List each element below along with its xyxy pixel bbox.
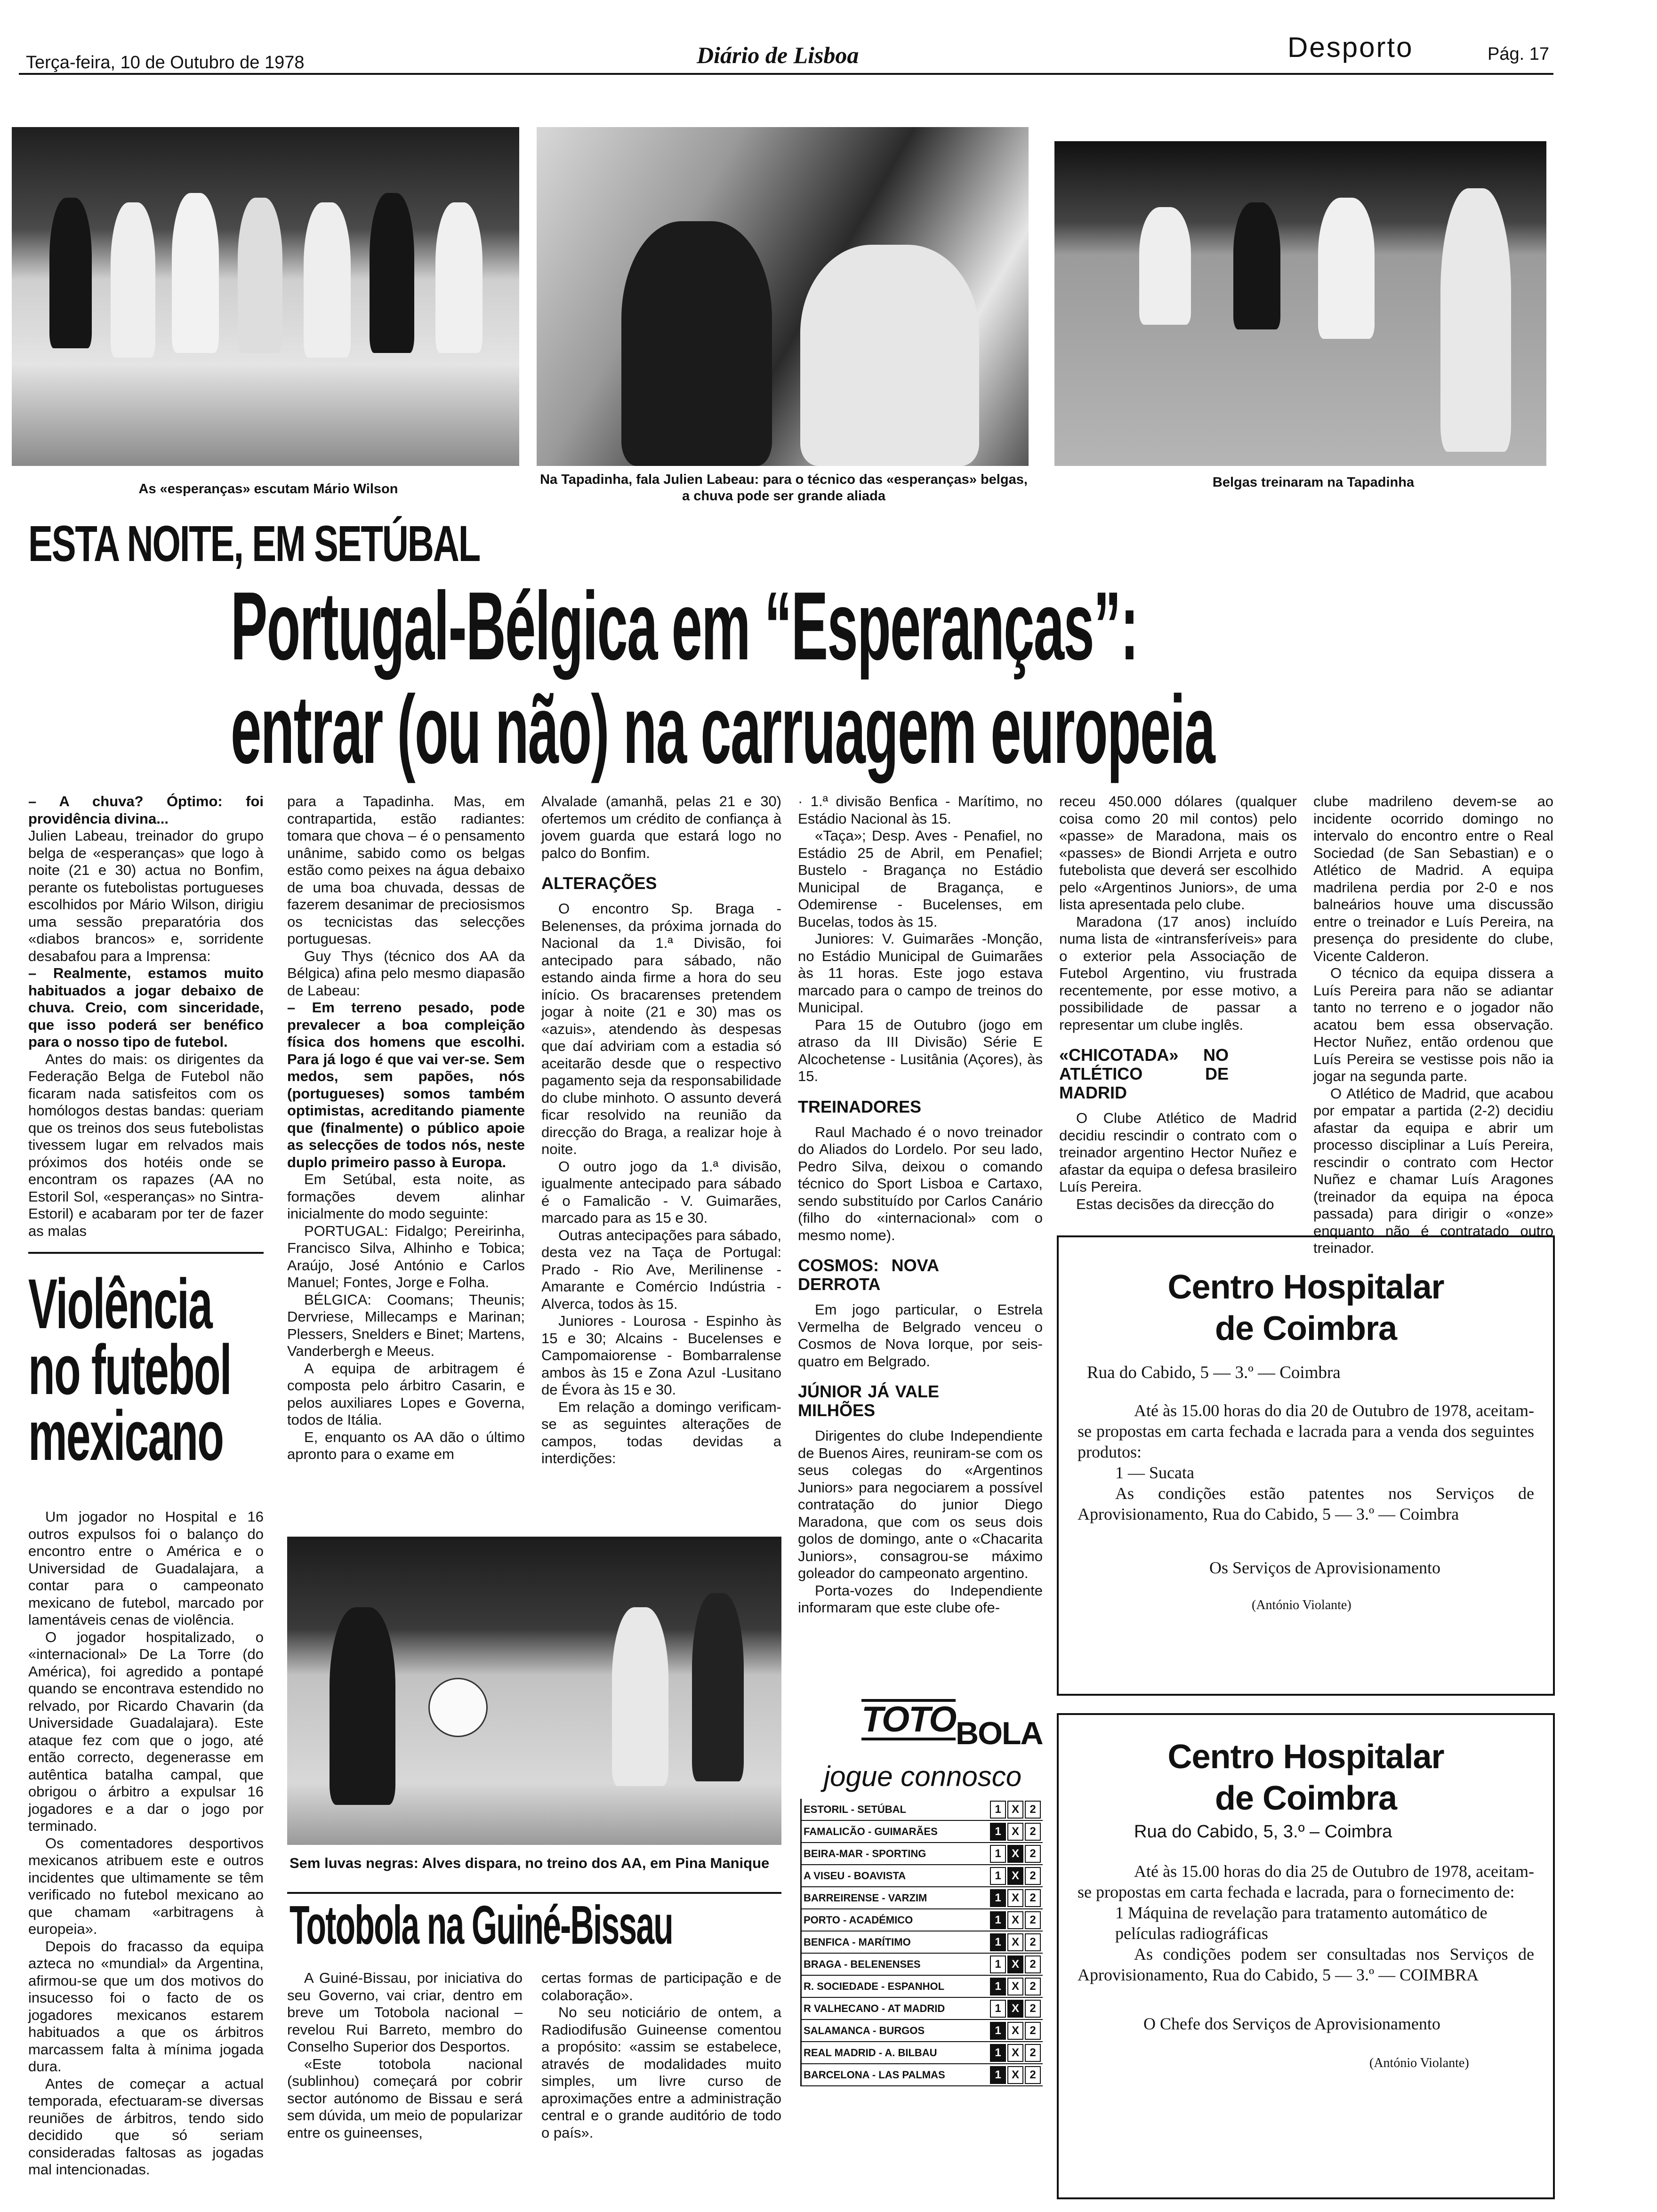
page-number: Pág. 17 bbox=[1488, 44, 1549, 64]
totobola-row bbox=[801, 1843, 1043, 1865]
paragraph: BÉLGICA: Coomans; Theunis; Dervriese, Millecamps e Marinan; Plessers, Snelders e Binet; Martens, Vanderbergh e Meeus. bbox=[287, 1291, 525, 1359]
headline-violencia-3: mexicano bbox=[28, 1396, 224, 1475]
totobola-mark-box: X bbox=[1007, 1867, 1023, 1885]
paragraph: clube madrileno devem-se ao incidente ocorrido domingo no intervalo do encontro entre o Real Sociedad (de San Sebastian) e o Atlético de Madrid. A equipa madrilena perdia por 2-0 e nos balneários houve uma discussão entre o treinador e Luís Pereira, na presença do presidente do clube, Vicente Calderon. bbox=[1313, 793, 1553, 964]
totobola-mark-box: 2 bbox=[1025, 1889, 1041, 1907]
paragraph: · 1.ª divisão Benfica - Marítimo, no Estádio Nacional às 15. bbox=[798, 793, 1043, 827]
totobola-mark-box: 2 bbox=[1025, 1978, 1041, 1996]
totobola-game: REAL MADRID - A. BILBAU bbox=[801, 2042, 987, 2064]
totobola-mark-box: 2 bbox=[1025, 2044, 1041, 2062]
divider bbox=[287, 1892, 781, 1894]
photo-julien-labeau bbox=[537, 127, 1029, 466]
ad2-p2: As condições podem ser consultadas nos Serviços de Aprovisionamento, Rua do Cabido, 5 — 3.º — COIMBRA bbox=[1078, 1945, 1534, 1984]
guine-col-b bbox=[541, 1970, 781, 2196]
totobola-row bbox=[801, 1799, 1043, 1820]
paragraph: Dirigentes do clube Independiente de Buenos Aires, reuniram-se com os seus colegas do «Argentinos Juniors» para negociarem a possível contratação do junior Diego Maradona, que com os seus dois golos de domingo, ante o «Chacarita Juniors», consagrou-se máximo goleador do campeonato argentino. bbox=[798, 1427, 1043, 1581]
paragraph: O encontro Sp. Braga - Belenenses, da próxima jornada do Nacional da 1.ª Divisão, foi antecipado para sábado, não estando ainda firme a hora do seu início. Os bracarenses pretendem jogar à noite (21 e 30) mas os «azuis», atendendo às despesas que daí adviriam com a estadia só aceitarão desde que o respectivo pagamento seja da responsabilidade do clube minhoto. O assunto deverá ficar resolvido na reunião da direcção do Braga, a realizar hoje à noite. bbox=[541, 900, 781, 1157]
totobola-game: BRAGA - BELENENSES bbox=[801, 1953, 987, 1975]
totobola-game: A VISEU - BOAVISTA bbox=[801, 1865, 987, 1887]
totobola-marks bbox=[987, 1997, 1043, 2020]
paragraph: Em jogo particular, o Estrela Vermelha de Belgrado venceu o Cosmos de Nova Iorque, por seis-quatro em Belgrado. bbox=[798, 1301, 1043, 1370]
paragraph: Para 15 de Outubro (jogo em atraso da III Divisão) Série E Alcochetense - Lusitânia (Açores), às 15. bbox=[798, 1016, 1043, 1084]
headline-guine: Totobola na Guiné-Bissau bbox=[290, 1894, 673, 1956]
totobola-mark-box: 1 bbox=[990, 1889, 1006, 1907]
paragraph: A equipa de arbitragem é composta pelo árbitro Casarin, e pelos auxiliares Lopes e Governa, todos de Itália. bbox=[287, 1360, 525, 1428]
ad1-item: 1 — Sucata bbox=[1115, 1463, 1194, 1482]
paragraph: para a Tapadinha. Mas, em contrapartida, estão radiantes: tomara que chova – é o pensamento unânime, sabido como os belgas estão como peixes na água debaixo de uma boa chuvada, dessas de fazerem desanimar de preciosismos os tecnicistas das selecções portuguesas. bbox=[287, 793, 525, 947]
totobola-row bbox=[801, 1953, 1043, 1975]
section-title: Desporto bbox=[1287, 32, 1414, 63]
paragraph: No seu noticiário de ontem, a Radiodifusão Guineense comentou a propósito: «assim se estabelece, através de modalidades muito simples, um livre curso de aproximações entre a administração central e o grande auditório de todo o país». bbox=[541, 2004, 781, 2141]
totobola-logo-bola: BOLA bbox=[956, 1715, 1043, 1751]
ad2-title-2: de Coimbra bbox=[1215, 1779, 1397, 1817]
totobola-mark-box: 2 bbox=[1025, 1911, 1041, 1929]
totobola-mark-box: 1 bbox=[990, 1933, 1006, 1951]
paragraph: O Clube Atlético de Madrid decidiu rescindir o contrato com o treinador argentino Hector Nuñez e afastar da equipa o defesa brasileiro Luís Pereira. bbox=[1059, 1110, 1297, 1195]
totobola-marks bbox=[987, 2042, 1043, 2064]
subhead-alteracoes: ALTERAÇÕES bbox=[541, 874, 657, 893]
photo-alves-treino bbox=[287, 1537, 781, 1845]
paragraph: Alvalade (amanhã, pelas 21 e 30) ofertemos um crédito de confiança à jovem guarda que estará logo no palco do Bonfim. bbox=[541, 793, 781, 861]
paragraph: Estas decisões da direcção do bbox=[1076, 1195, 1274, 1212]
subhead-cosmos: COSMOS: NOVA DERROTA bbox=[798, 1256, 939, 1294]
totobola-marks bbox=[987, 1820, 1043, 1843]
paragraph: Raul Machado é o novo treinador do Aliados do Lordelo. Por seu lado, Pedro Silva, deixou o comando técnico do Sport Lisboa e Cartaxo, sendo substituído por Carlos Canário (filho do «internacional» com o mesmo nome). bbox=[798, 1123, 1043, 1243]
totobola-mark-box: 2 bbox=[1025, 1801, 1041, 1819]
header-rule bbox=[19, 73, 1553, 75]
ad1-title-1: Centro Hospitalar bbox=[1167, 1268, 1444, 1306]
paragraph: «Este totobola nacional (sublinhou) começará por cobrir sector autónomo de Bissau e será sem dúvida, um meio de popularizar entre os guineenses, bbox=[287, 2055, 523, 2141]
paragraph: certas formas de participação e de colaboração». bbox=[541, 1970, 781, 2004]
totobola-marks bbox=[987, 1887, 1043, 1909]
headline-main-1: Portugal-Bélgica em “Esperanças”: bbox=[231, 572, 1138, 680]
ad2-item: 1 Máquina de revelação para tratamento automático de películas radiográficas bbox=[1115, 1903, 1488, 1943]
kicker: ESTA NOITE, EM SETÚBAL bbox=[28, 515, 480, 572]
totobola-game: R. SOCIEDADE - ESPANHOL bbox=[801, 1975, 987, 1997]
totobola-row bbox=[801, 1931, 1043, 1953]
totobola-table bbox=[800, 1799, 1043, 2086]
paragraph: Maradona (17 anos) incluído numa lista de «intransferíveis» para o exterior pela Associação de Futebol Argentino, viu frustrada recentemente, por esse motivo, a possibilidade de passar a representar um clube inglês. bbox=[1059, 913, 1297, 1033]
ad-centro-hospitalar-1 bbox=[1057, 1235, 1555, 1696]
ad2-p1: Até às 15.00 horas do dia 25 de Outubro de 1978, aceitam-se propostas em carta fechada e lacrada, para o fornecimento de: bbox=[1078, 1862, 1534, 1901]
subhead-treinadores: TREINADORES bbox=[798, 1097, 922, 1116]
article-col-5 bbox=[1059, 793, 1297, 1240]
ad2-sign: O Chefe dos Serviços de Aprovisionamento bbox=[1143, 2014, 1440, 2033]
ad-centro-hospitalar-2 bbox=[1057, 1713, 1555, 2199]
paragraph: Julien Labeau, treinador do grupo belga de «esperanças» que logo à noite (21 e 30) actua no Bonfim, perante os futebolistas portugueses escolhidos por Mário Wilson, dirigiu uma sessão preparatória dos «diabos brancos» e, sorridente desabafou para a Imprensa: bbox=[28, 827, 264, 964]
totobola-marks bbox=[987, 1953, 1043, 1975]
totobola-mark-box: 1 bbox=[990, 2066, 1006, 2084]
paragraph: Outras antecipações para sábado, desta vez na Taça de Portugal: Prado - Rio Ave, Merilinense - Amarante e Comércio Indústria - Alverca, todos às 15. bbox=[541, 1226, 781, 1312]
totobola-mark-box: 1 bbox=[990, 1956, 1006, 1973]
article-col-2 bbox=[287, 793, 525, 1462]
totobola-mark-box: X bbox=[1007, 1978, 1023, 1996]
violencia-body bbox=[28, 1508, 264, 2196]
totobola-marks bbox=[987, 1799, 1043, 1820]
totobola-mark-box: X bbox=[1007, 1823, 1023, 1841]
totobola-box bbox=[800, 1699, 1045, 2203]
paragraph: Em Setúbal, esta noite, as formações devem alinhar inicialmente do modo seguinte: bbox=[287, 1171, 525, 1222]
totobola-marks bbox=[987, 1931, 1043, 1953]
totobola-row bbox=[801, 2064, 1043, 2086]
divider bbox=[28, 1252, 264, 1254]
caption-photo-1: As «esperanças» escutam Mário Wilson bbox=[138, 481, 398, 497]
totobola-game: FAMALICÃO - GUIMARÃES bbox=[801, 1820, 987, 1843]
photo-esperancas-team bbox=[12, 127, 519, 466]
paragraph: – A chuva? Óptimo: foi providência divina... bbox=[28, 793, 264, 827]
ad2-title-1: Centro Hospitalar bbox=[1167, 1738, 1444, 1776]
ad2-signer: (António Violante) bbox=[1369, 2056, 1469, 2070]
paragraph: Antes do mais: os dirigentes da Federação Belga de Futebol não ficaram nada satisfeitos com os homólogos destas bandas: queriam que os treinos dos seus futebolistas tivessem lugar em relvados mais próximos dos hotéis onde se encontram os rapazes (AA no Estoril Sol, «esperanças» no Sintra-Estoril) e acabaram por ter de fazer as malas bbox=[28, 1050, 264, 1239]
paragraph: PORTUGAL: Fidalgo; Pereirinha, Francisco Silva, Alhinho e Tobica; Araújo, José António e Carlos Manuel; Fontes, Jorge e Folha. bbox=[287, 1222, 525, 1290]
paragraph: Juniores - Lourosa - Espinho às 15 e 30; Alcains - Bucelenses e Campomaiorense - Bombarralense ambos às 15 e Zona Azul -Lusitano de Évora às 15 e 30. bbox=[541, 1313, 781, 1398]
totobola-marks bbox=[987, 2064, 1043, 2086]
article-col-3 bbox=[541, 793, 781, 1467]
totobola-row bbox=[801, 1820, 1043, 1843]
paragraph: Antes de começar a actual temporada, efectuaram-se diversas reuniões de árbitros, tendo sido decidido que só seriam consideradas faltosas as jogadas mal intencionadas. bbox=[28, 2075, 264, 2178]
totobola-game: SALAMANCA - BURGOS bbox=[801, 2020, 987, 2042]
totobola-mark-box: X bbox=[1007, 1801, 1023, 1819]
totobola-mark-box: 2 bbox=[1025, 2000, 1041, 2018]
totobola-row bbox=[801, 1887, 1043, 1909]
paragraph: Juniores: V. Guimarães -Monção, no Estádio Municipal de Guimarães às 11 horas. Este jogo estava marcado para o campo de treinos do Municipal. bbox=[798, 930, 1043, 1016]
ad1-address: Rua do Cabido, 5 — 3.º — Coimbra bbox=[1087, 1363, 1341, 1382]
totobola-game: PORTO - ACADÉMICO bbox=[801, 1909, 987, 1931]
totobola-game: BARREIRENSE - VARZIM bbox=[801, 1887, 987, 1909]
totobola-row bbox=[801, 1865, 1043, 1887]
totobola-mark-box: X bbox=[1007, 1889, 1023, 1907]
totobola-mark-box: 1 bbox=[990, 1867, 1006, 1885]
totobola-mark-box: 1 bbox=[990, 2000, 1006, 2018]
totobola-mark-box: X bbox=[1007, 2044, 1023, 2062]
headline-violencia-1: Violência bbox=[28, 1264, 212, 1343]
caption-photo-2: Na Tapadinha, fala Julien Labeau: para o técnico das «esperanças» belgas, a chuva pode ser grande aliada bbox=[540, 472, 1028, 504]
ad1-p1: Até às 15.00 horas do dia 20 de Outubro de 1978, aceitam-se propostas em carta fechada e lacrada para a venda dos seguintes produtos: bbox=[1078, 1401, 1534, 1461]
ad1-signer: (António Violante) bbox=[1252, 1598, 1351, 1612]
totobola-mark-box: X bbox=[1007, 2066, 1023, 2084]
headline-violencia-2: no futebol bbox=[28, 1330, 231, 1409]
ad1-p2: As condições estão patentes nos Serviços de Aprovisionamento, Rua do Cabido, 5 — 3.º — Coimbra bbox=[1078, 1484, 1534, 1523]
totobola-mark-box: X bbox=[1007, 2000, 1023, 2018]
totobola-marks bbox=[987, 1843, 1043, 1865]
totobola-game: BEIRA-MAR - SPORTING bbox=[801, 1843, 987, 1865]
article-col-6 bbox=[1313, 793, 1553, 1256]
totobola-marks bbox=[987, 2020, 1043, 2042]
masthead: Diário de Lisboa bbox=[697, 42, 859, 68]
ad1-title-2: de Coimbra bbox=[1215, 1310, 1397, 1347]
totobola-marks bbox=[987, 1865, 1043, 1887]
totobola-marks bbox=[987, 1909, 1043, 1931]
header-date: Terça-feira, 10 de Outubro de 1978 bbox=[26, 53, 305, 72]
totobola-row bbox=[801, 1997, 1043, 2020]
totobola-mark-box: X bbox=[1007, 1956, 1023, 1973]
paragraph: Os comentadores desportivos mexicanos atribuem este e outros incidentes que ultimamente se têm verificado no futebol mexicano ao que chamam «arbitragens à europeia». bbox=[28, 1835, 264, 1937]
paragraph: – Realmente, estamos muito habituados a jogar debaixo de chuva. Creio, com sinceridade, que isso poderá ser benéfico para o nosso tipo de futebol. bbox=[28, 965, 264, 1050]
totobola-mark-box: 2 bbox=[1025, 1956, 1041, 1973]
totobola-mark-box: 1 bbox=[990, 1823, 1006, 1841]
totobola-mark-box: 2 bbox=[1025, 2022, 1041, 2040]
paragraph: Porta-vozes do Independiente informaram que este clube ofe- bbox=[798, 1582, 1043, 1616]
totobola-row bbox=[801, 2020, 1043, 2042]
totobola-game: R VALHECANO - AT MADRID bbox=[801, 1997, 987, 2020]
totobola-game: BENFICA - MARÍTIMO bbox=[801, 1931, 987, 1953]
totobola-mark-box: X bbox=[1007, 1933, 1023, 1951]
caption-photo-4: Sem luvas negras: Alves dispara, no treino dos AA, em Pina Manique bbox=[290, 1855, 770, 1871]
article-col-4 bbox=[798, 793, 1043, 1664]
totobola-mark-box: X bbox=[1007, 1845, 1023, 1863]
totobola-mark-box: 2 bbox=[1025, 1823, 1041, 1841]
ad2-address: Rua do Cabido, 5, 3.º – Coimbra bbox=[1134, 1822, 1392, 1842]
totobola-mark-box: 2 bbox=[1025, 1933, 1041, 1951]
totobola-marks bbox=[987, 1975, 1043, 1997]
paragraph: O jogador hospitalizado, o «internacional» De La Torre (do América), foi agredido a pontapé quando se encontrava estendido no relvado, por Ricardo Chavarin (da Universidade Guadalajara). Este ataque fez com que o jogo, até então correcto, degenerasse em autêntica batalha campal, que obrigou o árbitro a expulsar 16 jogadores e a dar o jogo por terminado. bbox=[28, 1628, 264, 1834]
totobola-mark-box: X bbox=[1007, 1911, 1023, 1929]
paragraph: Um jogador no Hospital e 16 outros expulsos foi o balanço do encontro entre o América e o Universidad de Guadalajara, a contar para o campeonato mexicano de futebol, marcado por lamentáveis cenas de violência. bbox=[28, 1508, 264, 1628]
totobola-game: BARCELONA - LAS PALMAS bbox=[801, 2064, 987, 2086]
totobola-game: ESTORIL - SETÚBAL bbox=[801, 1799, 987, 1820]
subhead-junior: JÚNIOR JÁ VALE MILHÕES bbox=[798, 1382, 939, 1420]
totobola-row bbox=[801, 1909, 1043, 1931]
photo-belgas-tapadinha bbox=[1054, 141, 1546, 466]
totobola-row bbox=[801, 1975, 1043, 1997]
totobola-mark-box: 1 bbox=[990, 2044, 1006, 2062]
totobola-slogan: jogue connosco bbox=[823, 1761, 1022, 1792]
totobola-mark-box: 2 bbox=[1025, 1845, 1041, 1863]
totobola-mark-box: 1 bbox=[990, 1801, 1006, 1819]
guine-col-a bbox=[287, 1970, 523, 2196]
subhead-chicotada: «CHICOTADA» NO ATLÉTICO DE MADRID bbox=[1059, 1045, 1229, 1102]
totobola-row bbox=[801, 2042, 1043, 2064]
paragraph: O outro jogo da 1.ª divisão, igualmente antecipado para sábado é o Famalicão - V. Guimarães, marcado para as 15 e 30. bbox=[541, 1158, 781, 1226]
paragraph: O Atlético de Madrid, que acabou por empatar a partida (2-2) decidiu afastar da equipa e abrir um processo disciplinar a Luís Pereira, rescindir o contrato com Hector Nuñez e chamar Luís Aragones (treinador da equipa na época passada) para dirigir o «onze» enquanto não é contratado outro treinador. bbox=[1313, 1085, 1553, 1256]
paragraph: A Guiné-Bissau, por iniciativa do seu Governo, vai criar, dentro em breve um Totobola nacional – revelou Rui Barreto, membro do Conselho Superior dos Desportos. bbox=[287, 1970, 523, 2055]
paragraph: – Em terreno pesado, pode prevalecer a boa compleição física dos homens que escolhi. Para já logo é que vai ver-se. Sem medos, sem papões, nós (portugueses) somos também optimistas, acreditando piamente que (finalmente) o público apoie as selecções de todos nós, neste duplo primeiro passo à Europa. bbox=[287, 999, 525, 1170]
ad1-sign: Os Serviços de Aprovisionamento bbox=[1209, 1558, 1440, 1577]
totobola-mark-box: 1 bbox=[990, 2022, 1006, 2040]
paragraph: O técnico da equipa dissera a Luís Pereira para não se adiantar tanto no terreno e o jogador não acatou bem essa observação. Hector Nuñez, então ordenou que Luís Pereira se vestisse pois não ia jogar na segunda parte. bbox=[1313, 965, 1553, 1084]
paragraph: E, enquanto os AA dão o último apronto para o exame em bbox=[287, 1428, 525, 1462]
totobola-mark-box: 2 bbox=[1025, 1867, 1041, 1885]
totobola-mark-box: 1 bbox=[990, 1978, 1006, 1996]
totobola-mark-box: 2 bbox=[1025, 2066, 1041, 2084]
paragraph: Guy Thys (técnico dos AA da Bélgica) afina pelo mesmo diapasão de Labeau: bbox=[287, 947, 525, 999]
caption-photo-3: Belgas treinaram na Tapadinha bbox=[1212, 475, 1415, 490]
paragraph: Em relação a domingo verificam-se as seguintes alterações de campos, todas devidas a interdições: bbox=[541, 1398, 781, 1467]
totobola-mark-box: X bbox=[1007, 2022, 1023, 2040]
totobola-logo-toto: TOTO bbox=[861, 1699, 956, 1739]
paragraph: Depois do fracasso da equipa azteca no «mundial» da Argentina, afirmou-se que um dos motivos do insucesso foi o facto de os jogadores mexicanos estarem habituados a que os árbitros marcassem falta à mínima jogada dura. bbox=[28, 1938, 264, 2075]
article-col-1 bbox=[28, 793, 264, 1245]
totobola-mark-box: 1 bbox=[990, 1845, 1006, 1863]
paragraph: receu 450.000 dólares (qualquer coisa como 20 mil contos) pelo «passe» de Maradona, mais os «passes» de Biondi Arrjeta e outro futebolista que deverá ser escolhido pelo «Argentinos Juniors», de uma lista apresentada pelo clube. bbox=[1059, 793, 1297, 913]
totobola-mark-box: 1 bbox=[990, 1911, 1006, 1929]
headline-main-2: entrar (ou não) na carruagem europeia bbox=[231, 675, 1215, 784]
paragraph: «Taça»; Desp. Aves - Penafiel, no Estádio 25 de Abril, em Penafiel; Bustelo - Bragança no Estádio Municipal de Bragança, e Odemirense - Bucelenses, em Bucelas, todos às 15. bbox=[798, 827, 1043, 930]
